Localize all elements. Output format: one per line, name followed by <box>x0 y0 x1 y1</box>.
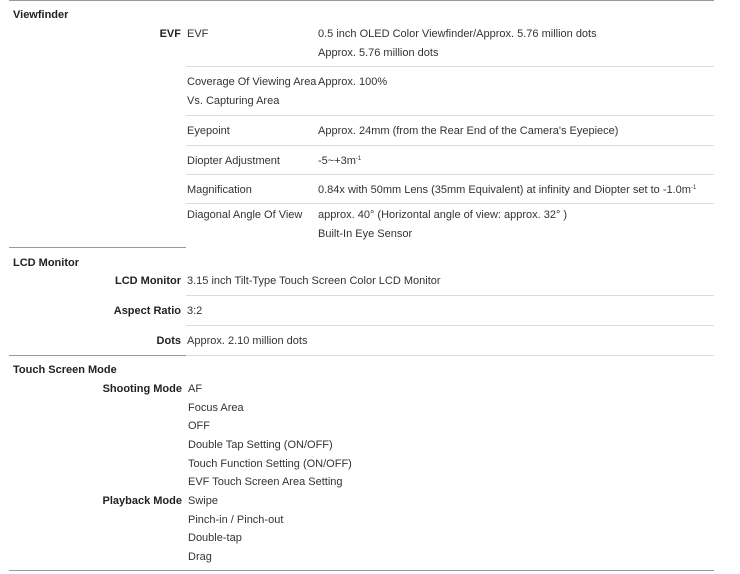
playback-mode-item: Swipe <box>188 495 218 507</box>
coverage-label-line-1: Coverage Of Viewing Area <box>187 76 317 88</box>
magnification-label: Magnification <box>187 184 252 196</box>
diagonal-angle-value-line-1: approx. 40° (Horizontal angle of view: approx. 32° ) <box>318 209 568 221</box>
row-divider <box>186 66 714 67</box>
evf-sublabel: EVF <box>187 28 209 40</box>
row-divider <box>186 145 714 146</box>
bottom-divider <box>9 570 714 571</box>
shooting-mode-item: Double Tap Setting (ON/OFF) <box>188 439 333 451</box>
magnification-value-text: 0.84x with 50mm Lens (35mm Equivalent) at infinity and Diopter set to -1.0m <box>318 184 691 196</box>
playback-mode-item: Double-tap <box>188 532 242 544</box>
row-divider <box>186 325 714 326</box>
section-divider <box>9 355 186 356</box>
shooting-mode-item: EVF Touch Screen Area Setting <box>188 476 343 488</box>
shooting-mode-item: Touch Function Setting (ON/OFF) <box>188 458 352 470</box>
coverage-label-line-2: Vs. Capturing Area <box>187 95 280 107</box>
section-title-touch-screen-mode: Touch Screen Mode <box>13 364 117 376</box>
playback-mode-item: Drag <box>188 551 212 563</box>
lcd-monitor-value: 3.15 inch Tilt-Type Touch Screen Color LCD Monitor <box>187 275 441 287</box>
coverage-value: Approx. 100% <box>318 76 388 88</box>
row-divider <box>186 174 714 175</box>
eyepoint-value: Approx. 24mm (from the Rear End of the Camera's Eyepiece) <box>318 125 619 137</box>
playback-mode-label: Playback Mode <box>102 495 182 507</box>
diagonal-angle-label: Diagonal Angle Of View <box>187 209 303 221</box>
shooting-mode-label: Shooting Mode <box>102 383 182 395</box>
diopter-value-exponent: -1 <box>355 156 362 162</box>
aspect-ratio-label: Aspect Ratio <box>113 305 181 317</box>
eyepoint-label: Eyepoint <box>187 125 230 137</box>
playback-mode-item: Pinch-in / Pinch-out <box>188 514 284 526</box>
row-divider <box>186 355 714 356</box>
shooting-mode-item: AF <box>188 383 203 395</box>
row-divider <box>186 115 714 116</box>
row-divider <box>186 295 714 296</box>
dots-value: Approx. 2.10 million dots <box>187 335 308 347</box>
diagonal-angle-value-line-2: Built-In Eye Sensor <box>318 228 413 240</box>
magnification-value <box>318 184 696 196</box>
top-divider <box>9 0 714 1</box>
shooting-mode-item: Focus Area <box>188 402 244 414</box>
section-title-lcd-monitor: LCD Monitor <box>13 257 79 269</box>
dots-label: Dots <box>156 335 181 347</box>
section-title-viewfinder: Viewfinder <box>13 9 69 21</box>
section-divider <box>9 247 186 248</box>
shooting-mode-item: OFF <box>188 420 210 432</box>
diopter-value-text: -5~+3m <box>318 155 356 167</box>
evf-group-label: EVF <box>159 28 181 40</box>
lcd-monitor-label: LCD Monitor <box>115 275 181 287</box>
aspect-ratio-value: 3:2 <box>187 305 203 317</box>
row-divider <box>186 203 714 204</box>
diopter-label: Diopter Adjustment <box>187 155 280 167</box>
magnification-value-exponent: -1 <box>690 185 697 191</box>
evf-value-line-2: Approx. 5.76 million dots <box>318 47 439 59</box>
diopter-value <box>318 155 361 167</box>
evf-value-line-1: 0.5 inch OLED Color Viewfinder/Approx. 5.76 million dots <box>318 28 597 40</box>
